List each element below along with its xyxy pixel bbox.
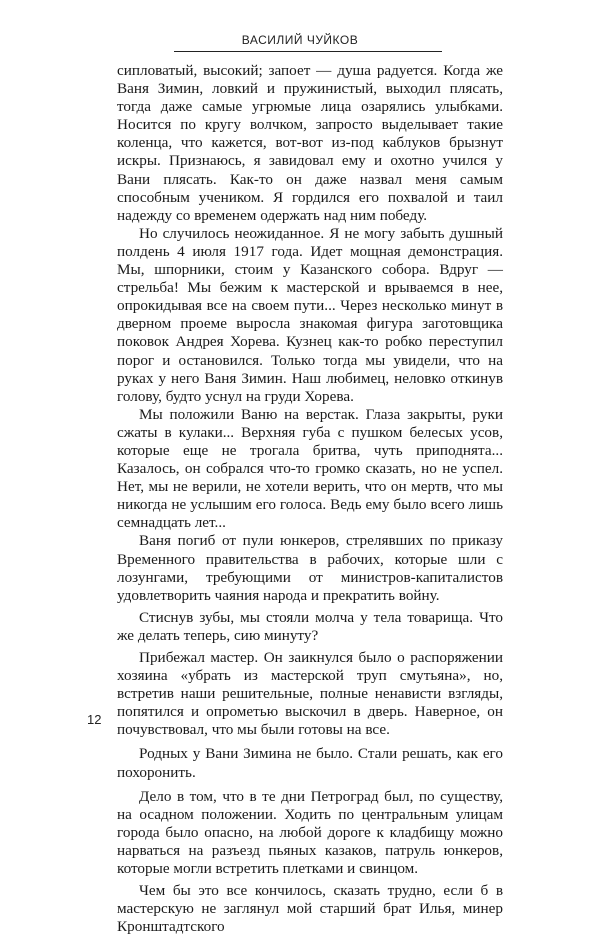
running-header-author: ВАСИЛИЙ ЧУЙКОВ xyxy=(241,33,359,47)
paragraph: Чем бы это все кончилось, сказать трудно, если б в мастерскую не заглянул мой старший брат Илья, минер Кронштадтского xyxy=(117,882,503,936)
paragraph: Дело в том, что в те дни Петроград был, по существу, на осадном положении. Ходить по центральным улицам города было опасно, на любой дороге к кладбищу можно нарваться на разъезд пьяных казаков, патруль юнкеров, которые могли встретить плетками и свинцом. xyxy=(117,787,503,878)
page-number: 12 xyxy=(87,712,102,727)
paragraph: Ваня погиб от пули юнкеров, стрелявших по приказу Временного правительства в рабочих, которые шли с лозунгами, требующими от министров-капиталистов удовлетворить чаяния народа и прекратить войну. xyxy=(117,532,503,604)
paragraph: Прибежал мастер. Он заикнулся было о распоряжении хозяина «убрать из мастерской труп смутьяна», но, встретив наши решительные, полные ненависти взгляды, попятился и опрометью выскочил в дверь. Наверное, он почувствовал, что мы были готовы на все. xyxy=(117,649,503,739)
body-text xyxy=(117,62,503,936)
paragraph: Родных у Вани Зимина не было. Стали решать, как его похоронить. xyxy=(117,745,503,781)
paragraph: Мы положили Ваню на верстак. Глаза закрыты, руки сжаты в кулаки... Верхняя губа с пушком белесых усов, которые еще не трогала бритва, чуть приподнята... Казалось, он собрался что-то громко сказать, но не успел. Нет, мы не верили, не хотели верить, что он мертв, что мы никогда не услышим его голоса. Ведь ему было всего лишь семнадцать лет... xyxy=(117,405,503,532)
paragraph: Стиснув зубы, мы стояли молча у тела товарища. Что же делать теперь, сию минуту? xyxy=(117,608,503,644)
paragraph: сипловатый, высокий; запоет — душа радуется. Когда же Ваня Зимин, ловкий и пружинистый, выходил плясать, тогда даже самые угрюмые лица озарялись улыбками. Носится по кругу волчком, запросто выделывает такие коленца, что кажется, вот-вот из-под каблуков брызнут искры. Признаюсь, я завидовал ему и охотно учился у Вани плясать. Как-то он даже назвал меня самым способным учеником. Я гордился его похвалой и таил надежду со временем одержать над ним победу. xyxy=(117,62,503,224)
paragraph: Но случилось неожиданное. Я не могу забыть душный полдень 4 июля 1917 года. Идет мощная демонстрация. Мы, шпорники, стоим у Казанского собора. Вдруг — стрельба! Мы бежим к мастерской и врываемся в нее, опрокидывая все на своем пути... Через несколько минут в дверном проеме выросла знакомая фигура заготовщика поковок Андрея Хорева. Кузнец как-то робко переступил порог и остановился. Только тогда мы увидели, что на руках у него Ваня Зимин. Наш любимец, неловко откинув голову, будто уснул на груди Хорева. xyxy=(117,224,503,405)
header-rule xyxy=(174,51,442,52)
